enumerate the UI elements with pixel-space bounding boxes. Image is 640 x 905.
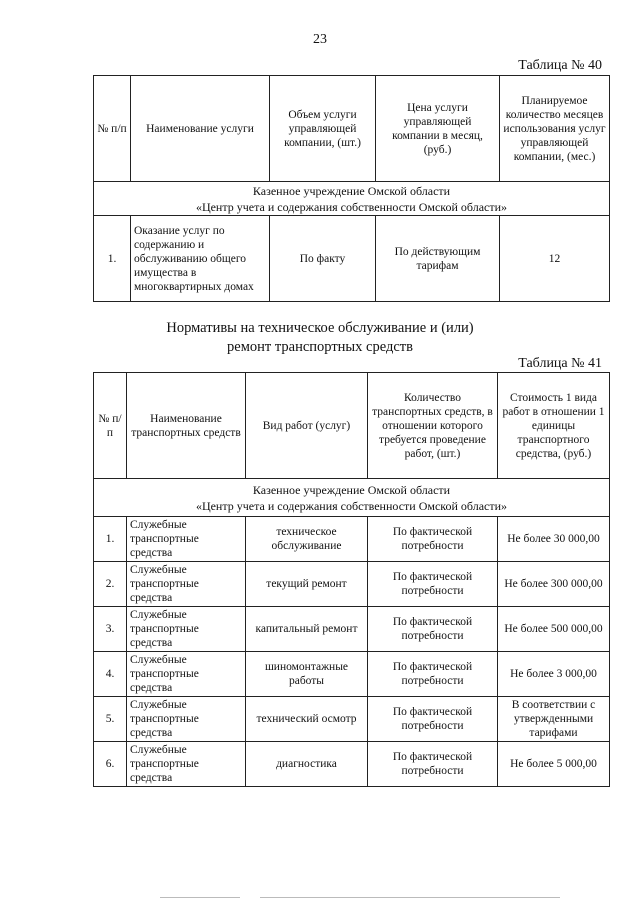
org-line-2: «Центр учета и содержания собственности Омской области»: [195, 199, 508, 214]
row-vehicle-name: Служебные транспортные средства: [127, 742, 246, 787]
row-vehicle-name: Служебные транспортные средства: [127, 697, 246, 742]
row-num: 2.: [94, 562, 127, 607]
header-price: Цена услуги управляющей компании в месяц, (руб.): [376, 76, 500, 182]
table-row: [94, 607, 610, 652]
table-row: [94, 652, 610, 697]
row-work-type: техническое обслуживание: [246, 517, 368, 562]
org-row: [94, 182, 610, 216]
section-heading-line-2: ремонт транспортных средств: [227, 339, 413, 355]
row-volume: По факту: [270, 216, 376, 302]
table-41-caption: Таблица № 41: [518, 356, 602, 371]
row-vehicle-qty: По фактической потребности: [368, 607, 498, 652]
row-cost: Не более 30 000,00: [498, 517, 610, 562]
page-number: 23: [313, 32, 327, 47]
row-work-type: диагностика: [246, 742, 368, 787]
table-row: [94, 742, 610, 787]
row-cost: В соответствии с утвержденными тарифами: [498, 697, 610, 742]
row-cost: Не более 500 000,00: [498, 607, 610, 652]
table-40: [93, 75, 610, 302]
row-cost: Не более 300 000,00: [498, 562, 610, 607]
footer-divider-right: [260, 897, 560, 898]
row-vehicle-qty: По фактической потребности: [368, 562, 498, 607]
org-row: [94, 479, 610, 517]
row-num: 6.: [94, 742, 127, 787]
row-months: 12: [500, 216, 610, 302]
org-line-2: «Центр учета и содержания собственности Омской области»: [195, 498, 508, 513]
row-work-type: технический осмотр: [246, 697, 368, 742]
row-service-name: Оказание услуг по содержанию и обслуживанию общего имущества в многоквартирных домах: [131, 216, 270, 302]
org-line-1: Казенное учреждение Омской области: [252, 482, 451, 497]
header-vehicle-name: Наименование транспортных средств: [127, 373, 246, 479]
row-vehicle-name: Служебные транспортные средства: [127, 562, 246, 607]
row-work-type: капитальный ремонт: [246, 607, 368, 652]
header-volume: Объем услуги управляющей компании, (шт.): [270, 76, 376, 182]
header-work-type: Вид работ (услуг): [246, 373, 368, 479]
row-num: 1.: [94, 517, 127, 562]
header-months: Планируемое количество месяцев использования услуг управляющей компании, (мес.): [500, 76, 610, 182]
table-row: [94, 562, 610, 607]
row-vehicle-name: Служебные транспортные средства: [127, 607, 246, 652]
row-vehicle-qty: По фактической потребности: [368, 697, 498, 742]
row-num: 4.: [94, 652, 127, 697]
section-heading: [0, 319, 640, 357]
row-num: 3.: [94, 607, 127, 652]
row-cost: Не более 3 000,00: [498, 652, 610, 697]
table-41: [93, 372, 610, 787]
header-vehicle-qty: Количество транспортных средств, в отношении которого требуется проведение работ, (шт.): [368, 373, 498, 479]
row-num: 1.: [94, 216, 131, 302]
footer-divider-left: [160, 897, 240, 898]
section-heading-line-1: Нормативы на техническое обслуживание и (или): [166, 320, 474, 336]
table-row: [94, 697, 610, 742]
row-cost: Не более 5 000,00: [498, 742, 610, 787]
row-vehicle-qty: По фактической потребности: [368, 517, 498, 562]
table-40-caption: Таблица № 40: [518, 58, 602, 73]
row-vehicle-name: Служебные транспортные средства: [127, 517, 246, 562]
row-vehicle-qty: По фактической потребности: [368, 742, 498, 787]
header-service-name: Наименование услуги: [131, 76, 270, 182]
table-row: [94, 216, 610, 302]
table-row: [94, 517, 610, 562]
header-num: № п/п: [94, 373, 127, 479]
row-price: По действующим тарифам: [376, 216, 500, 302]
header-num: № п/п: [94, 76, 131, 182]
org-line-1: Казенное учреждение Омской области: [252, 183, 451, 198]
row-num: 5.: [94, 697, 127, 742]
header-cost: Стоимость 1 вида работ в отношении 1 единицы транспортного средства, (руб.): [498, 373, 610, 479]
row-vehicle-qty: По фактической потребности: [368, 652, 498, 697]
row-vehicle-name: Служебные транспортные средства: [127, 652, 246, 697]
row-work-type: текущий ремонт: [246, 562, 368, 607]
row-work-type: шиномонтажные работы: [246, 652, 368, 697]
